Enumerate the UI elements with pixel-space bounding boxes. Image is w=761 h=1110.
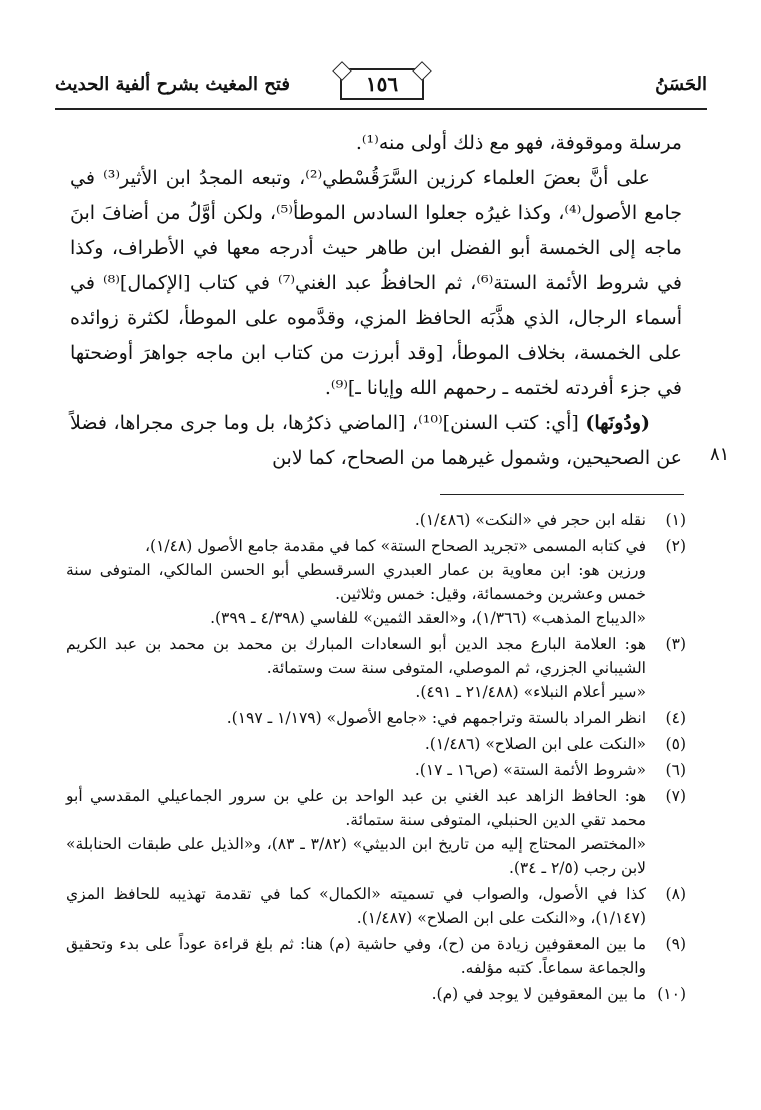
footnote-line: انظر المراد بالستة وتراجمهم في: «جامع الأصول» (١/١٧٩ ـ ١٩٧). — [226, 709, 646, 727]
header-divider — [55, 108, 707, 110]
paragraph — [70, 406, 682, 476]
page-number: ١٥٦ — [365, 72, 399, 96]
ornament-icon — [332, 61, 352, 81]
main-text — [70, 126, 682, 476]
footnote — [66, 882, 686, 930]
footnote-number: (٥) — [665, 735, 686, 753]
ornament-icon — [412, 61, 432, 81]
footnote-line: «سير أعلام النبلاء» (٢١/٤٨٨ ـ ٤٩١). — [415, 683, 646, 701]
footnote-number: (١) — [665, 511, 686, 529]
paragraph-text: [أي: كتب السنن]⁽¹⁰⁾، [الماضي ذكرُها، بل وما جرى مجراها، فضلاً عن الصحيحين، وشمول غيرهما من الصحاح، كما لابن — [70, 412, 682, 469]
footnote-line: «الديباج المذهب» (١/٣٦٦)، و«العقد الثمين» للفاسي (٤/٣٩٨ ـ ٣٩٩). — [210, 609, 646, 627]
footnote-line: نقله ابن حجر في «النكت» (١/٤٨٦). — [414, 511, 646, 529]
footnote-line: كذا في الأصول، والصواب في تسميته «الكمال» كما في تقدمة تهذيبه للحافظ المزي (١/١٤٧)، و«النكت على ابن الصلاح» (١/٤٨٧). — [66, 885, 646, 927]
section-title: الحَسَنُ — [655, 74, 707, 95]
footnote — [66, 706, 686, 730]
footnote — [66, 932, 686, 980]
footnote-number: (٣) — [665, 635, 686, 653]
footnote — [66, 982, 686, 1006]
footnote-line: ما بين المعقوفين زيادة من (ح)، وفي حاشية (م) هنا: ثم بلغ قراءة عوداً على بدء وتحقيق والجماعة سماعاً. كتبه مؤلفه. — [66, 935, 646, 977]
footnote-text — [66, 882, 646, 930]
footnote-text — [66, 758, 646, 782]
footnote-number: (٩) — [665, 935, 686, 953]
footnote-text — [66, 784, 646, 880]
verse-number: ٨١ — [710, 444, 730, 465]
footnote-text — [66, 932, 646, 980]
footnote-text — [66, 508, 646, 532]
footnote-text — [66, 732, 646, 756]
footnote-line: في كتابه المسمى «تجريد الصحاح الستة» كما في مقدمة جامع الأصول (١/٤٨)، — [145, 537, 646, 555]
footnote-text — [66, 632, 646, 704]
footnote-divider — [440, 494, 684, 495]
footnote-number: (١٠) — [657, 985, 686, 1003]
footnote-number: (٢) — [665, 537, 686, 555]
footnote-number: (٧) — [665, 787, 686, 805]
footnote-number: (٨) — [665, 885, 686, 903]
footnote — [66, 508, 686, 532]
running-header — [55, 68, 707, 110]
footnote-line: «النكت على ابن الصلاح» (١/٤٨٦). — [424, 735, 646, 753]
page-number-box — [340, 68, 424, 100]
footnote-text — [66, 982, 646, 1006]
footnote-line: ما بين المعقوفين لا يوجد في (م). — [431, 985, 646, 1003]
paragraph: على أنَّ بعضَ العلماء كرزين السَّرَقُسْطي⁽²⁾، وتبعه المجدُ ابن الأثير⁽³⁾ في جامع الأصول⁽⁴⁾، وكذا غيرُه جعلوا السادس الموطأ⁽⁵⁾، ولكن أوَّلُ من أضافَ ابنَ ماجه إلى الخمسة أبو الفضل ابن طاهر حيث أدرجه معها في الأطراف، وكذا في شروط الأئمة الستة⁽⁶⁾، ثم الحافظُ عبد الغني⁽⁷⁾ في كتاب [الإكمال]⁽⁸⁾ في أسماء الرجال، الذي هذَّبَه الحافظ المزي، وقدَّموه على الموطأ، لكثرة زوائده على الخمسة، بخلاف الموطأ، [وقد أبرزت من كتاب ابن ماجه جواهرَ أوضحتها في جزء أفردته لختمه ـ رحمهم الله وإيانا ـ]⁽⁹⁾. — [70, 167, 683, 399]
verse-term: (ودُونَها) — [585, 412, 651, 434]
footnote — [66, 758, 686, 782]
paragraph: مرسلة وموقوفة، فهو مع ذلك أولى منه⁽¹⁾. — [355, 132, 682, 154]
footnotes — [66, 508, 686, 1008]
footnote-number: (٤) — [665, 709, 686, 727]
footnote — [66, 632, 686, 704]
footnote — [66, 732, 686, 756]
footnote-line: ورزين هو: ابن معاوية بن عمار العبدري السرقسطي أبو الحسن المالكي، المتوفى سنة خمس وعشرين وخمسمائة، وقيل: خمس وثلاثين. — [66, 561, 646, 603]
footnote-line: هو: العلامة البارع مجد الدين أبو السعادات المبارك بن محمد بن محمد بن عبد الكريم الشيباني الجزري، ثم الموصلي، المتوفى سنة ست وستمائة. — [66, 635, 646, 677]
footnote-line: «المختصر المحتاج إليه من تاريخ ابن الدبيثي» (٣/٨٢ ـ ٨٣)، و«الذيل على طبقات الحنابلة» لابن رجب (٢/٥ ـ ٣٤). — [66, 835, 646, 877]
footnote — [66, 534, 686, 630]
footnote-line: هو: الحافظ الزاهد عبد الغني بن عبد الواحد بن علي بن سرور الجماعيلي المقدسي أبو محمد تقي الدين الحنبلي، المتوفى سنة ستمائة. — [66, 787, 646, 829]
book-title: فتح المغيث بشرح ألفية الحديث — [55, 74, 290, 95]
footnote-text — [66, 706, 646, 730]
footnote-text — [66, 534, 646, 630]
footnote-line: «شروط الأئمة الستة» (ص١٦ ـ ١٧). — [414, 761, 646, 779]
footnote — [66, 784, 686, 880]
footnote-number: (٦) — [665, 761, 686, 779]
